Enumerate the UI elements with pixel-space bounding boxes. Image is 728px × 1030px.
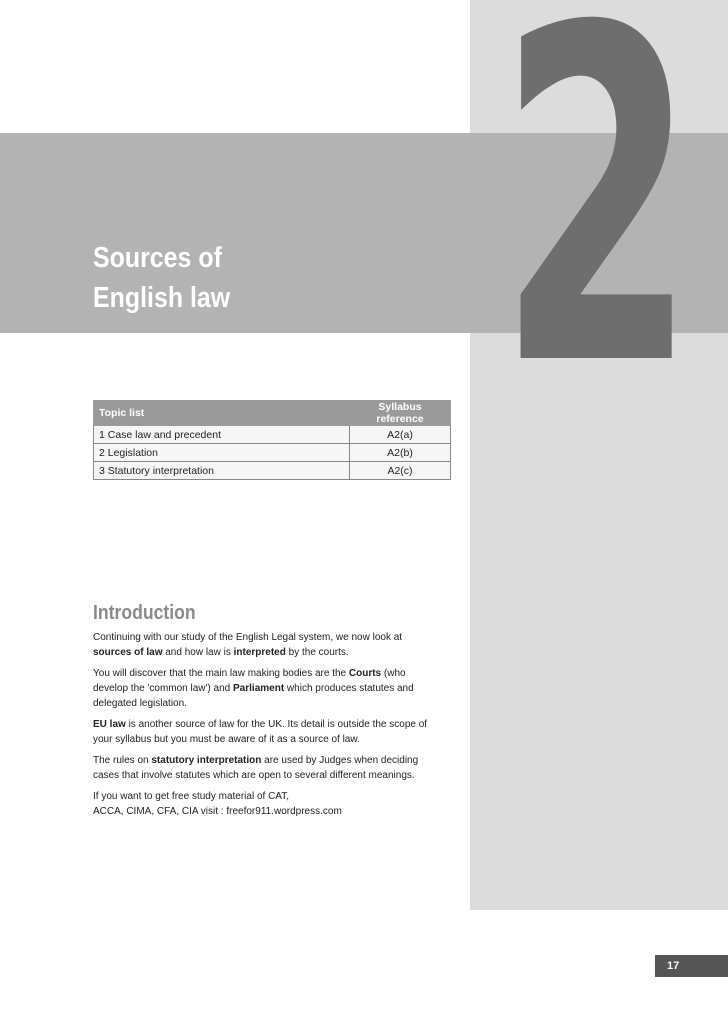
intro-paragraph xyxy=(93,666,443,711)
chapter-title xyxy=(93,238,230,318)
table-row xyxy=(94,444,451,462)
text-run: Continuing with our study of the English Legal system, we now look at xyxy=(93,632,403,643)
bold-run: interpreted xyxy=(233,647,286,658)
syllabus-reference-header: Syllabus reference xyxy=(350,401,451,426)
table-row xyxy=(94,462,451,480)
page-number: 17 xyxy=(655,955,728,977)
introduction-section xyxy=(93,602,443,825)
chapter-title-line1: Sources of xyxy=(93,242,222,274)
bold-run: EU law xyxy=(93,719,126,730)
bold-run: Parliament xyxy=(233,683,285,694)
topic-cell: 1 Case law and precedent xyxy=(94,426,350,444)
bold-run: Courts xyxy=(348,668,382,679)
text-run: is another source of law for the UK. Its detail is outside the scope of your syllabus but you must be aware of it as a source of law. xyxy=(93,719,428,745)
chapter-title-line2: English law xyxy=(93,282,231,314)
text-run: If you want to get free study material of CAT, xyxy=(93,791,290,802)
topic-cell: 2 Legislation xyxy=(94,444,350,462)
chapter-number: 2 xyxy=(498,0,691,467)
text-run: and how law is xyxy=(162,647,234,658)
topic-list-header-row xyxy=(94,401,451,426)
bold-run: statutory interpretation xyxy=(151,755,262,766)
introduction-heading: Introduction xyxy=(93,602,196,624)
text-run: ACCA, CIMA, CFA, CIA visit : freefor911.wordpress.com xyxy=(93,806,342,817)
intro-paragraph xyxy=(93,753,443,783)
text-run: by the courts. xyxy=(285,647,349,658)
topic-list-table xyxy=(93,400,451,480)
intro-paragraph xyxy=(93,789,443,819)
text-run: The rules on xyxy=(93,755,152,766)
bold-run: sources of law xyxy=(93,647,163,658)
intro-paragraph xyxy=(93,630,443,660)
text-run: (who develop the 'common law') and xyxy=(93,668,406,694)
reference-cell: A2(c) xyxy=(350,462,451,480)
text-run: are used by Judges when deciding cases that involve statutes which are open to several different meanings. xyxy=(93,755,419,781)
topic-cell: 3 Statutory interpretation xyxy=(94,462,350,480)
text-run: You will discover that the main law making bodies are the xyxy=(93,668,349,679)
text-run: which produces statutes and delegated legislation. xyxy=(93,683,414,709)
intro-paragraph xyxy=(93,717,443,747)
reference-cell: A2(b) xyxy=(350,444,451,462)
topic-list-header: Topic list xyxy=(94,401,350,426)
reference-cell: A2(a) xyxy=(350,426,451,444)
table-row xyxy=(94,426,451,444)
